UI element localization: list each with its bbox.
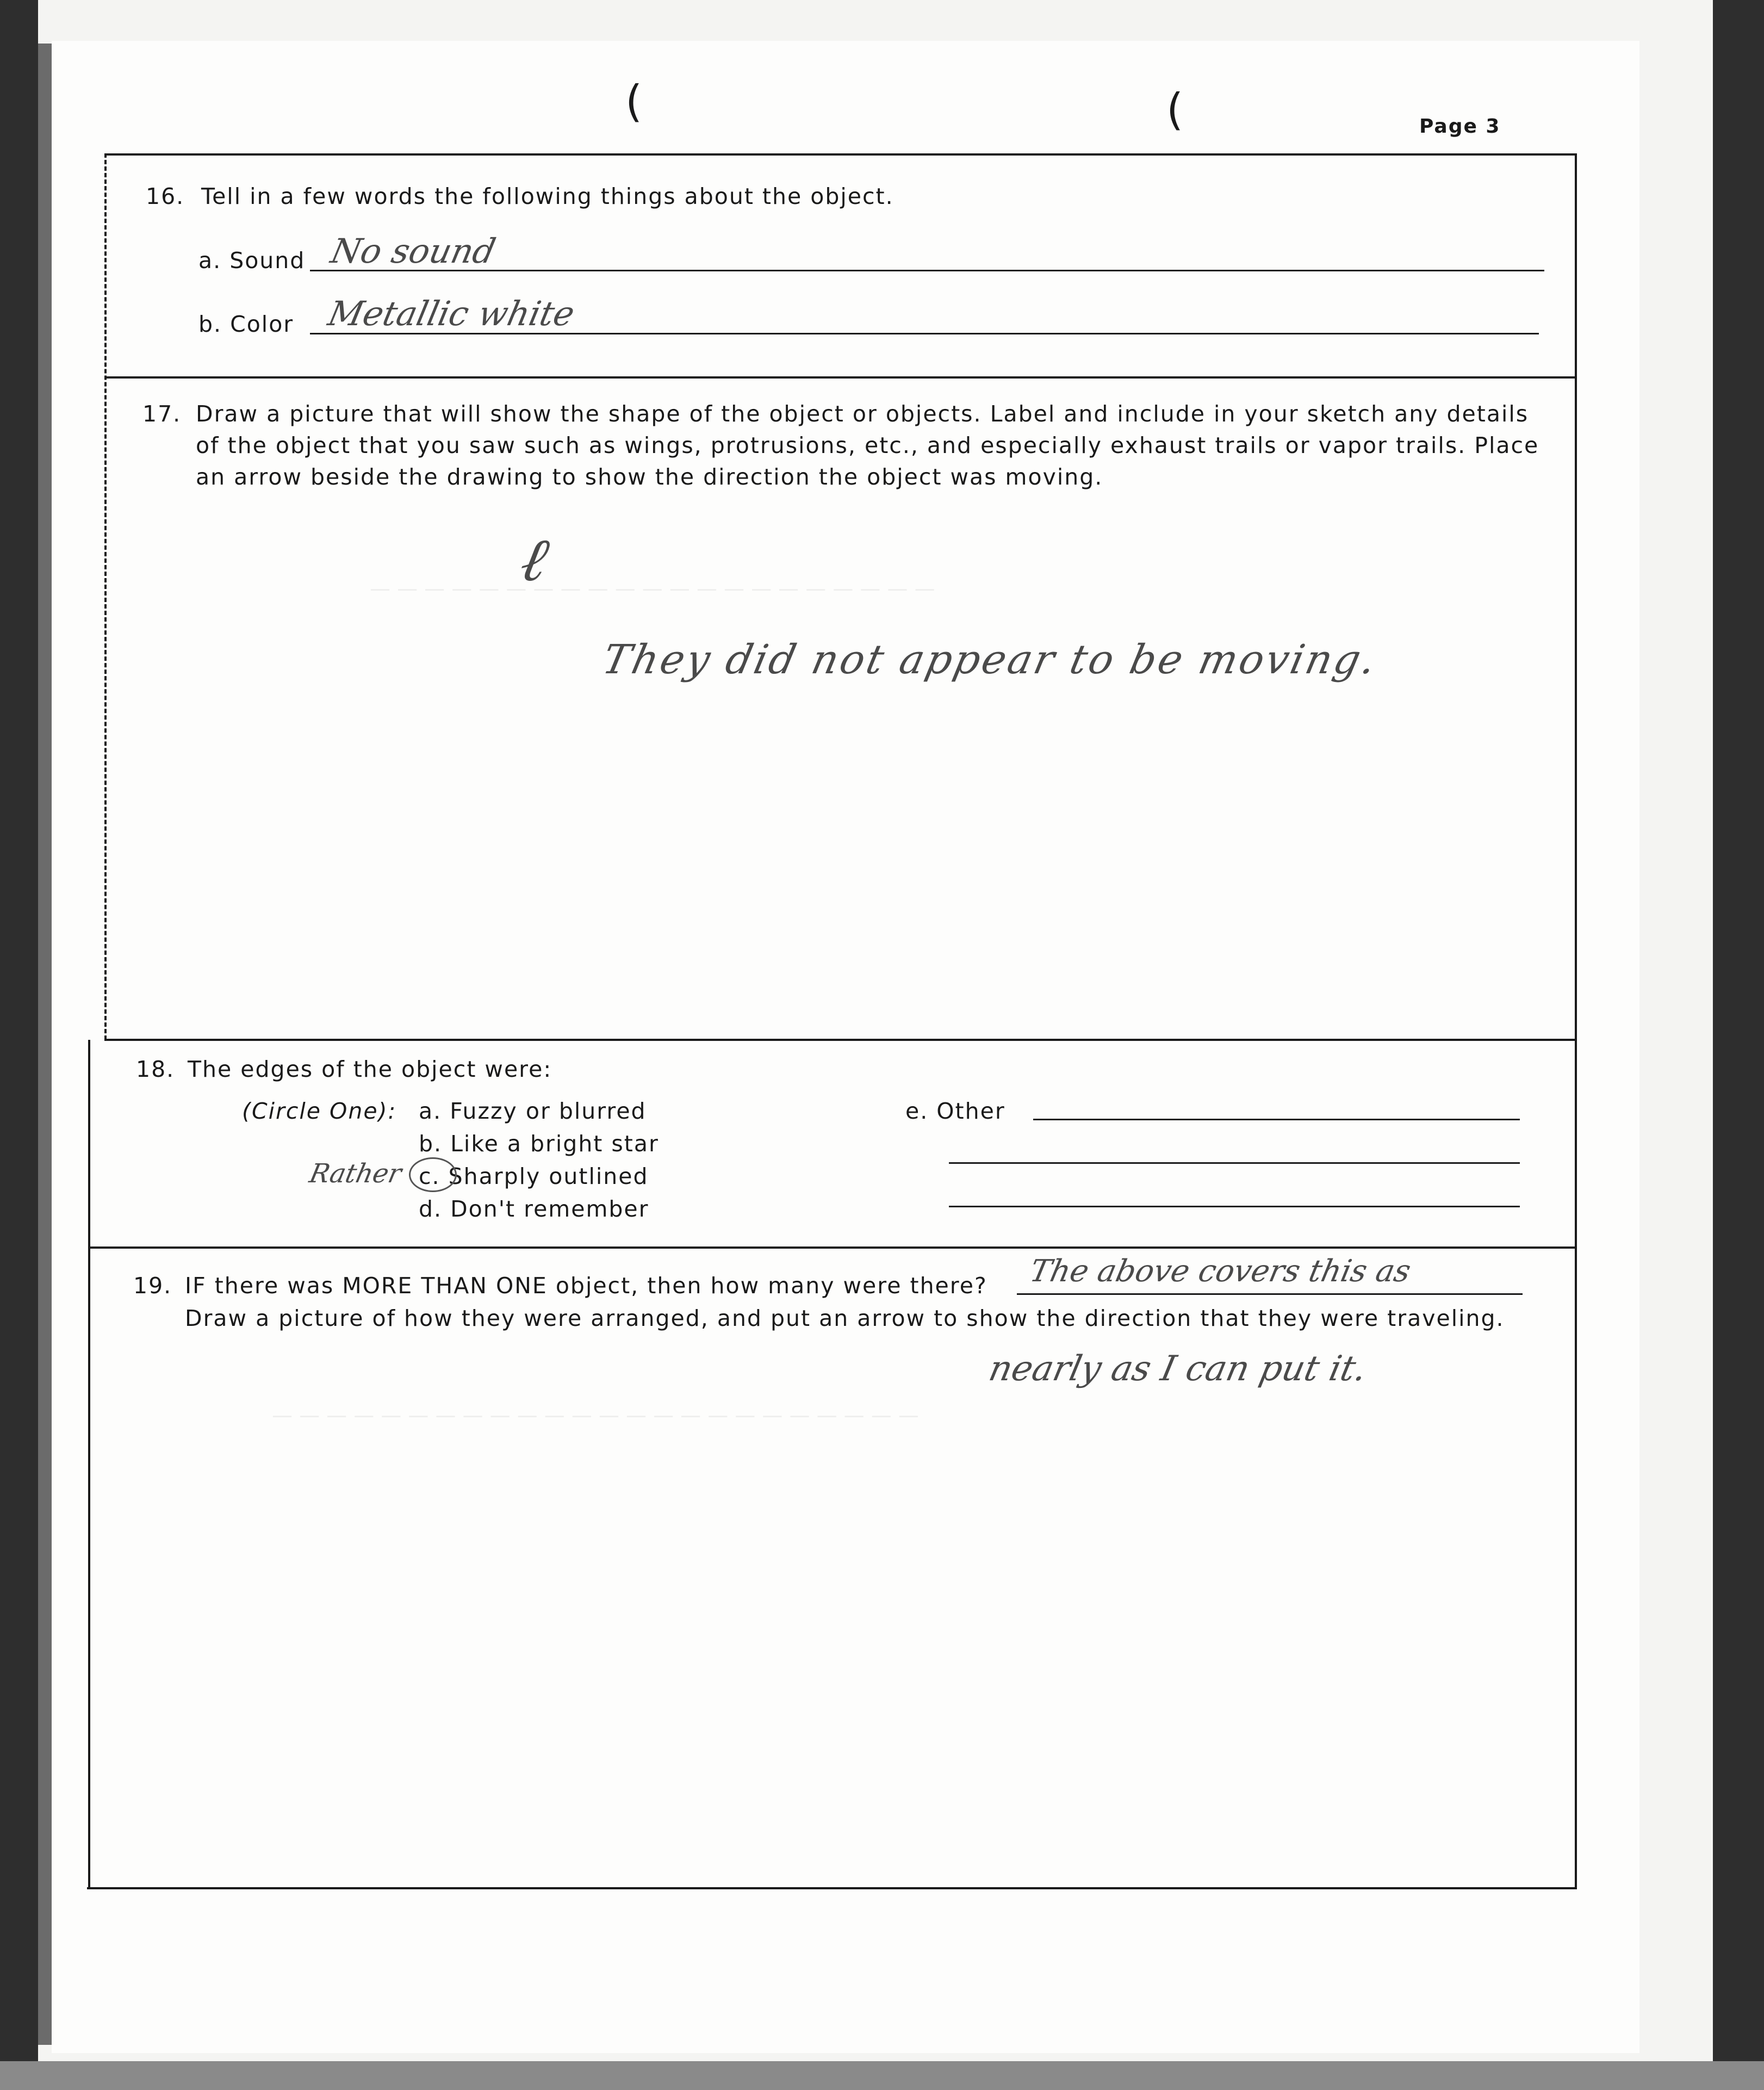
scan-border: [0, 2061, 1764, 2090]
circle-one-instruction: (Circle One):: [242, 1098, 397, 1124]
option-b: b. Like a bright star: [419, 1131, 659, 1157]
divider-16-17: [104, 376, 1577, 379]
option-e: e. Other: [905, 1098, 1005, 1124]
q19-line1: IF there was MORE THAN ONE object, then how many were there?: [185, 1273, 987, 1299]
bleed-through-texture: — — — — — — — — — — — — — — — — — — — — — — — —: [272, 1403, 919, 1427]
q16-color-label: b. Color: [198, 311, 294, 337]
q18-prompt: The edges of the object were:: [188, 1056, 552, 1082]
sketch-scribble: ℓ: [514, 525, 555, 594]
q16-prompt: Tell in a few words the following things about the object.: [201, 183, 894, 209]
q16-sound-label: a. Sound: [198, 247, 306, 274]
other-line-3: [949, 1206, 1520, 1207]
frame-left-lower: [88, 1040, 90, 1888]
form-page: [52, 41, 1639, 2053]
bleed-through-texture: — — — — — — — — — — — — — — — — — — — — —: [370, 576, 935, 600]
q16-number: 16.: [146, 183, 185, 209]
q17-number: 17.: [142, 401, 182, 427]
q18-margin-note: Rather: [307, 1158, 405, 1189]
q19-number: 19.: [133, 1273, 172, 1299]
other-line-1: [1033, 1119, 1520, 1120]
q17-line3: an arrow beside the drawing to show the direction the object was moving.: [196, 464, 1103, 490]
q18-number: 18.: [136, 1056, 175, 1082]
q17-line1: Draw a picture that will show the shape of the object or objects. Label and include in your sketch any details: [196, 401, 1529, 427]
q19-line2: Draw a picture of how they were arranged, and put an arrow to show the direction that they were traveling.: [185, 1305, 1505, 1331]
punch-mark: (: [1166, 84, 1185, 135]
punch-mark: (: [625, 76, 644, 127]
q19-answer-part1: The above covers this as: [1027, 1254, 1414, 1289]
sound-answer-line: [310, 270, 1544, 271]
q17-handwritten-answer: They did not appear to be moving.: [598, 636, 1382, 683]
circled-answer-mark: [409, 1157, 457, 1192]
q19-answer-line: [1017, 1293, 1523, 1295]
sound-answer: No sound: [327, 231, 499, 271]
frame-right: [1575, 153, 1577, 1888]
q19-answer-part2: nearly as I can put it.: [985, 1349, 1370, 1389]
frame-left-upper: [104, 153, 107, 1040]
divider-17-18: [104, 1039, 1577, 1041]
page-number: Page 3: [1419, 115, 1501, 138]
color-answer: Metallic white: [325, 294, 579, 333]
frame-bottom: [87, 1887, 1577, 1889]
other-line-2: [949, 1162, 1520, 1164]
option-d: d. Don't remember: [419, 1196, 649, 1222]
option-a: a. Fuzzy or blurred: [419, 1098, 647, 1124]
option-c: c. Sharply outlined: [419, 1163, 649, 1189]
divider-18-19: [88, 1246, 1577, 1249]
q17-line2: of the object that you saw such as wings, protrusions, etc., and especially exhaust trails or vapor trails. Place: [196, 432, 1539, 458]
frame-top: [106, 153, 1577, 156]
